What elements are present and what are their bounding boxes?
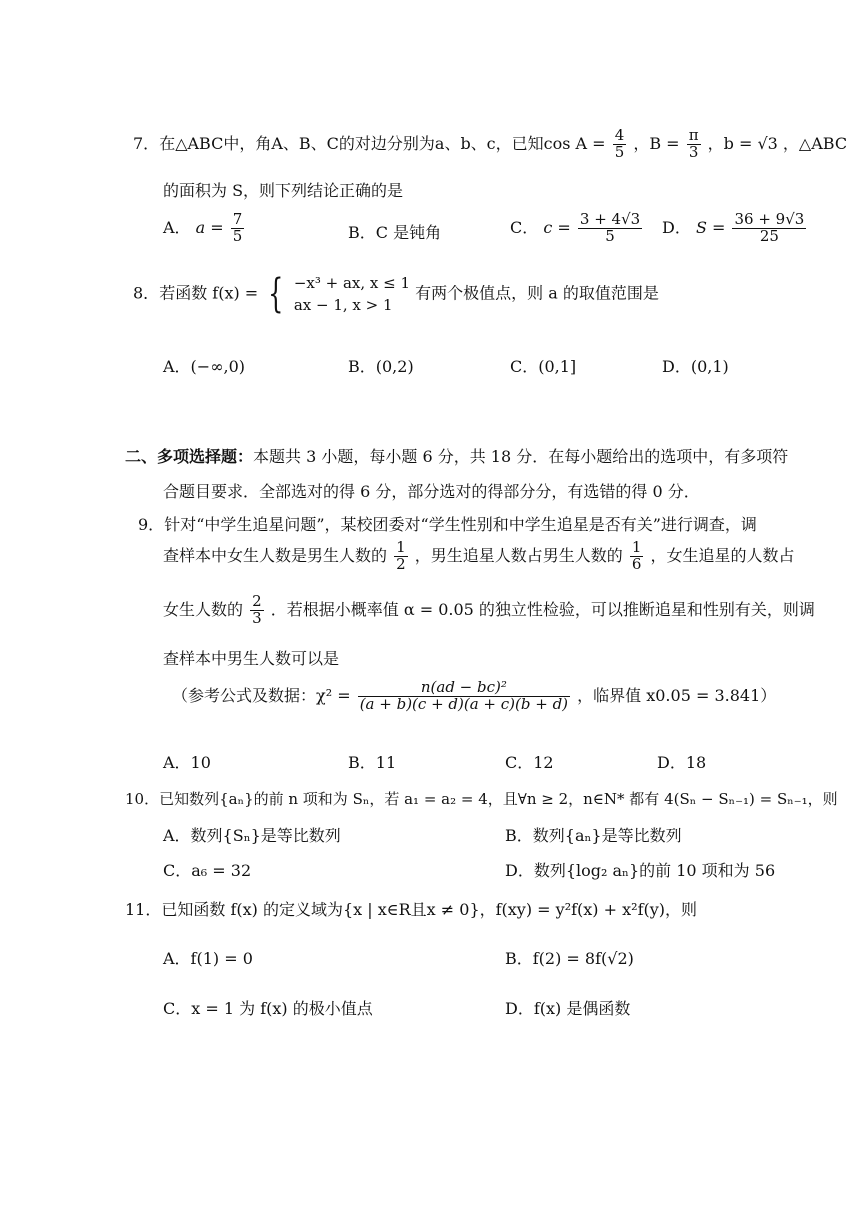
section2-heading: 二、多项选择题：: [125, 447, 254, 466]
q7-stem-line2: 的面积为 S，则下列结论正确的是: [163, 181, 404, 200]
frac-den: (a + b)(c + d)(a + c)(b + d): [359, 694, 569, 713]
q9-text-e: 女生人数的: [163, 599, 244, 619]
q9-fraction-1: [394, 540, 408, 573]
frac-num: 7: [232, 210, 243, 228]
frac-num: 3 + 4√3: [579, 210, 641, 228]
option-label: D．: [662, 217, 691, 237]
ref-text-a: （参考公式及数据：χ² =: [172, 685, 351, 705]
q9-stem-line4: 查样本中男生人数可以是: [163, 649, 340, 668]
q9-fraction-2: [630, 540, 644, 573]
q8-text-a: 若函数 f(x) =: [159, 283, 259, 303]
q7-text-c: ，b = √3 ，△ABC: [707, 133, 848, 153]
option-fraction: [231, 212, 245, 245]
q11-option-b[interactable]: B．f(2) = 8f(√2): [505, 949, 634, 968]
frac-den: 6: [631, 554, 642, 573]
q9-option-b[interactable]: B．11: [348, 753, 397, 772]
frac-num: π: [688, 126, 699, 144]
frac-den: 3: [688, 142, 699, 161]
q7-option-b[interactable]: B．C 是钝角: [348, 223, 442, 242]
q9-stem-line1: [138, 512, 757, 535]
option-fraction: [578, 212, 642, 245]
q11-number: 11．: [125, 900, 162, 919]
option-lhs: S =: [695, 217, 726, 237]
q8-stem: [133, 272, 659, 316]
q7-option-c[interactable]: [510, 212, 644, 245]
section2-intro-line2: 合题目要求．全部选对的得 6 分，部分选对的得部分分，有选错的得 0 分．: [163, 482, 700, 501]
ref-text-b: ，临界值 x0.05 = 3.841）: [577, 685, 777, 705]
q8-piecewise: [294, 272, 410, 316]
frac-num: 1: [631, 538, 642, 556]
q9-stem-line2: [163, 540, 795, 573]
frac-den: 25: [759, 226, 779, 245]
q9-text-b: 查样本中女生人数是男生人数的: [163, 545, 388, 565]
frac-num: 4: [614, 126, 625, 144]
frac-num: n(ad − bc)²: [358, 680, 570, 697]
q7-option-a[interactable]: [163, 212, 246, 245]
piece-1: −x³ + ax, x ≤ 1: [293, 274, 411, 292]
frac-num: 36 + 9√3: [734, 210, 805, 228]
q10-text: 已知数列{aₙ}的前 n 项和为 Sₙ，若 a₁ = a₂ = 4，且∀n ≥ 2，n∈N* 都有 4(Sₙ − Sₙ₋₁) = Sₙ₋₁，则: [159, 790, 838, 808]
q8-text-b: 有两个极值点，则 a 的取值范围是: [415, 283, 659, 303]
section2-intro-line1: [125, 444, 788, 467]
q7-cos-fraction: [613, 128, 627, 161]
q9-text-a: 针对“中学生追星问题”，某校团委对“学生性别和中学生追星是否有关”进行调查，调: [164, 515, 757, 534]
q7-option-d[interactable]: [662, 212, 808, 245]
option-lhs: c =: [543, 217, 571, 237]
option-fraction: [732, 212, 806, 245]
q10-option-a[interactable]: A．数列{Sₙ}是等比数列: [163, 826, 341, 845]
q9-reference-formula: [172, 680, 776, 713]
frac-den: 5: [605, 226, 615, 245]
q9-text-d: ，女生追星的人数占: [650, 545, 795, 565]
q10-option-b[interactable]: B．数列{aₙ}是等比数列: [505, 826, 682, 845]
q8-option-c[interactable]: C．(0,1]: [510, 357, 577, 376]
option-label: A．: [163, 217, 191, 237]
section2-text: 本题共 3 小题，每小题 6 分，共 18 分．在每小题给出的选项中，有多项符: [253, 447, 789, 466]
chi-square-fraction: [358, 680, 570, 713]
frac-num: 1: [396, 538, 406, 556]
q8-option-d[interactable]: D．(0,1): [662, 357, 729, 376]
frac-den: 2: [396, 554, 406, 573]
option-label: C．: [510, 217, 539, 237]
q9-option-a[interactable]: A．10: [163, 753, 211, 772]
q11-text: 已知函数 f(x) 的定义域为{x | x∈R且x ≠ 0}，f(xy) = y²f(x) + x²f(y)，则: [161, 900, 698, 919]
piece-2: ax − 1, x > 1: [293, 296, 393, 314]
q11-option-c[interactable]: C．x = 1 为 f(x) 的极小值点: [163, 999, 373, 1018]
q9-text-c: ，男生追星人数占男生人数的: [414, 545, 623, 565]
q8-option-a[interactable]: A．(−∞,0): [163, 357, 246, 376]
frac-num: 2: [252, 592, 262, 610]
q7-number: 7．: [133, 133, 160, 153]
q8-number: 8．: [133, 283, 160, 303]
frac-den: 3: [252, 608, 262, 627]
q8-option-b[interactable]: B．(0,2): [348, 357, 414, 376]
q10-option-c[interactable]: C．a₆ = 32: [163, 861, 252, 880]
q9-option-d[interactable]: D．18: [657, 753, 707, 772]
q10-number: 10．: [125, 790, 160, 808]
q10-option-d[interactable]: D．数列{log₂ aₙ}的前 10 项和为 56: [505, 861, 776, 880]
q9-number: 9．: [138, 515, 165, 534]
q11-option-d[interactable]: D．f(x) 是偶函数: [505, 999, 631, 1018]
option-lhs: a =: [195, 217, 224, 237]
q10-stem: [125, 788, 838, 809]
q9-fraction-3: [250, 594, 264, 627]
q11-stem: [125, 897, 697, 920]
frac-den: 5: [614, 142, 625, 161]
q9-stem-line3: [163, 594, 815, 627]
q9-text-f: ．若根据小概率值 α = 0.05 的独立性检验，可以推断追星和性别有关，则调: [270, 599, 815, 619]
q7-text-a: 在△ABC中，角A、B、C的对边分别为a、b、c，已知cos A =: [159, 133, 606, 153]
brace-icon: {: [268, 271, 284, 317]
q7-text-b: ，B =: [633, 133, 680, 153]
q7-b-fraction: [687, 128, 701, 161]
q11-option-a[interactable]: A．f(1) = 0: [163, 949, 253, 968]
q9-option-c[interactable]: C．12: [505, 753, 554, 772]
q7-stem-line1: [133, 128, 847, 161]
frac-den: 5: [232, 226, 243, 245]
